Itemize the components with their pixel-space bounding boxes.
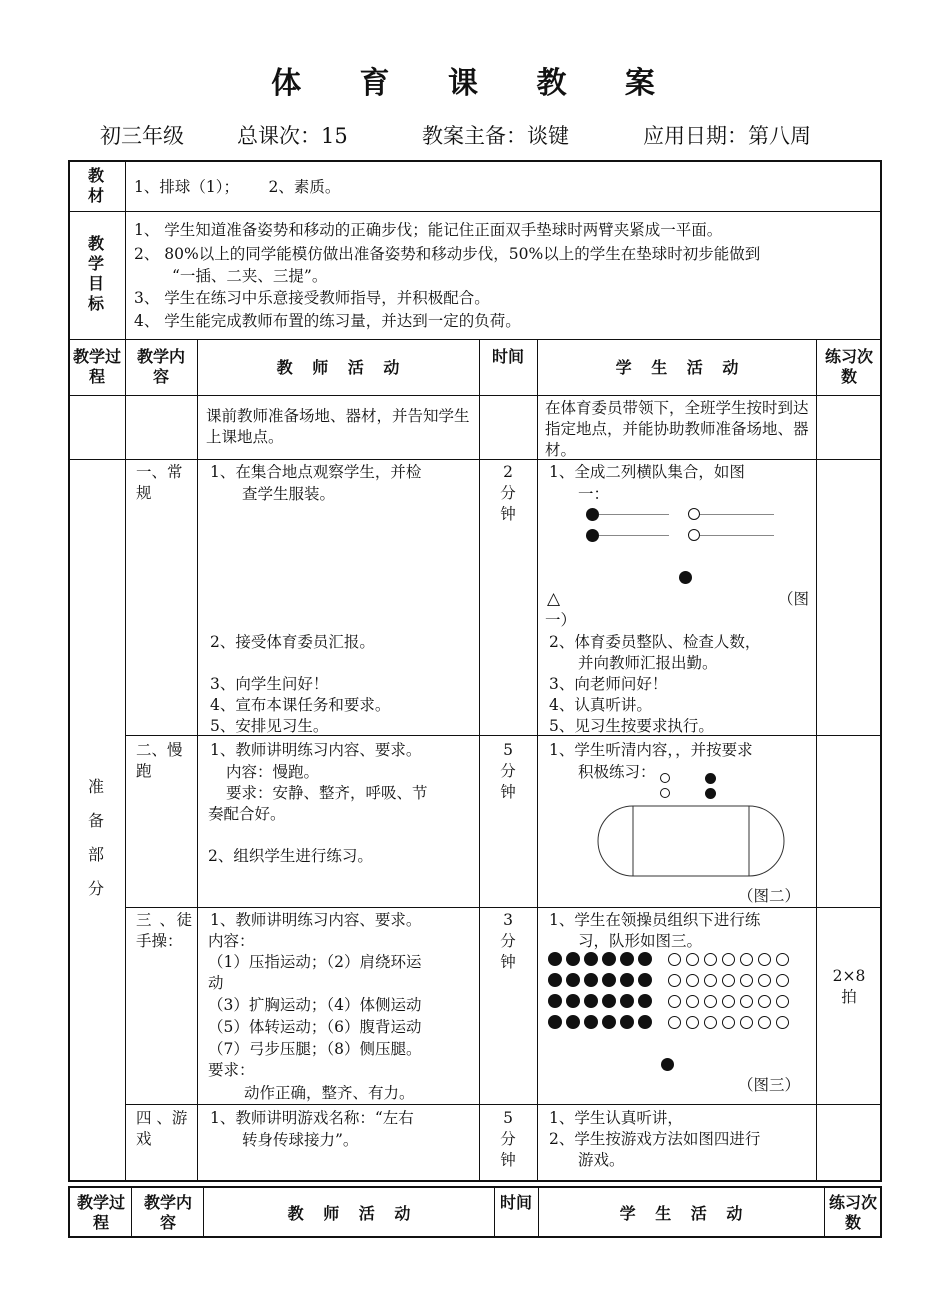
student-dot-hollow (722, 953, 735, 966)
footer-header-count: 练习次数 (828, 1193, 877, 1232)
pre-student-text: 在体育委员带领下，全班学生按时到达指定地点，并能协助教师准备场地、器材。 (545, 399, 809, 459)
r2-teacher-1: 1、教师讲明练习内容、要求。 (210, 741, 422, 759)
r3-teacher-7: （7）弓步压腿；（8）侧压腿。 (208, 1040, 422, 1058)
student-dot-hollow (740, 974, 753, 987)
student-dot-hollow (686, 974, 699, 987)
student-dot-hollow (740, 953, 753, 966)
leader-dot (661, 1058, 674, 1071)
header-count: 练习次数 (824, 347, 873, 386)
student-dot-hollow (668, 974, 681, 987)
student-dot-filled (566, 1015, 580, 1029)
footer-header-process: 教学过程 (76, 1193, 125, 1232)
student-dot-filled (548, 973, 562, 987)
student-dot-filled (584, 973, 598, 987)
footer-header-content: 教学内容 (143, 1193, 192, 1232)
student-dot-filled (584, 1015, 598, 1029)
header-process: 教学过程 (72, 347, 121, 386)
student-dot-hollow (722, 1016, 735, 1029)
header-student: 学 生 活 动 (615, 358, 739, 377)
student-dot-hollow (686, 953, 699, 966)
r2-fig-caption: （图二） (738, 887, 801, 905)
goals-label: 教学目标 (87, 234, 104, 313)
student-dot-hollow (704, 1016, 717, 1029)
student-dot-hollow (776, 974, 789, 987)
student-dot-filled (566, 994, 580, 1008)
student-dot-filled (638, 973, 652, 987)
lesson-count-text: 总课次：15 (237, 124, 348, 148)
r4-teacher-1: 1、教师讲明游戏名称：“左右 (210, 1109, 414, 1127)
r3-teacher-2: 内容： (208, 932, 255, 950)
footer-header-student: 学 生 活 动 (619, 1204, 743, 1223)
date-text: 应用日期：第八周 (643, 124, 811, 148)
r2-teacher-4: 奏配合好。 (208, 805, 286, 823)
student-dot-hollow (758, 974, 771, 987)
r2-teacher-2: 内容：慢跑。 (226, 763, 320, 781)
r3-fig-caption: （图三） (738, 1076, 801, 1094)
r1-student-1: 1、全成二列横队集合，如图 (549, 463, 745, 481)
teacher-triangle-icon: △ (547, 589, 561, 609)
student-dot-filled (638, 1015, 652, 1029)
r4-content: 四 、游戏 (136, 1109, 188, 1148)
student-dot-filled (584, 952, 598, 966)
r1-teacher-5: 5、安排见习生。 (210, 717, 329, 735)
goal-item-4: 4、 学生能完成教师布置的练习量，并达到一定的负荷。 (134, 312, 521, 330)
r3-teacher-8: 要求： (208, 1061, 255, 1079)
r2-teacher-5: 2、组织学生进行练习。 (208, 847, 373, 865)
goal-item-1: 1、 学生知道准备姿势和移动的正确步伐；能记住正面双手垫球时两臂夹紧成一平面。 (134, 221, 723, 239)
r1-student-2b: 并向教师汇报出勤。 (578, 654, 718, 672)
student-dot-filled (548, 952, 562, 966)
student-dot-hollow (740, 995, 753, 1008)
r3-teacher-9: 动作正确，整齐、有力。 (244, 1084, 415, 1102)
student-dot-filled (602, 994, 616, 1008)
student-dot-hollow (704, 974, 717, 987)
r3-teacher-3: （1）压指运动；（2）肩绕环运 (208, 953, 422, 971)
student-dot-hollow (776, 995, 789, 1008)
goal-item-2: 2、 80%以上的同学能模仿做出准备姿势和移动步伐，50%以上的学生在垫球时初步能做到 (134, 245, 761, 263)
student-dot-hollow (668, 995, 681, 1008)
student-dot-filled (620, 994, 634, 1008)
r1-student-2: 2、体育委员整队、检查人数， (549, 633, 761, 651)
r4-student-1: 1、学生认真听讲， (549, 1109, 683, 1127)
student-dot-hollow (704, 953, 717, 966)
r2-time: 5分钟 (500, 741, 516, 801)
r1-teacher-2: 2、接受体育委员汇报。 (210, 633, 375, 651)
student-dot-filled (620, 973, 634, 987)
r3-teacher-4: 动 (208, 974, 224, 992)
r3-count: 2×8拍 (832, 967, 866, 1006)
footer-header-teacher: 教 师 活 动 (287, 1204, 411, 1223)
student-dot-hollow (686, 1016, 699, 1029)
student-dot-hollow (722, 995, 735, 1008)
student-dot-filled (584, 994, 598, 1008)
header-content: 教学内容 (136, 347, 185, 386)
student-dot-filled (566, 973, 580, 987)
r1-teacher-1: 1、在集合地点观察学生，并检 (210, 463, 422, 481)
r2-content: 二、慢跑 (136, 741, 183, 780)
material-text: 1、排球（1）； 2、素质。 (134, 178, 341, 196)
student-dot-filled (638, 952, 652, 966)
student-dot-hollow (704, 995, 717, 1008)
student-dot-hollow (722, 974, 735, 987)
r1-student-3: 3、向老师问好！ (549, 675, 668, 693)
r3-student-1: 1、学生在领操员组织下进行练 (549, 911, 761, 929)
r2-student-1b: 积极练习： (578, 763, 656, 781)
r1-fig-caption-a: （图 (778, 590, 810, 608)
student-dot-hollow (758, 1016, 771, 1029)
r1-student-5: 5、见习生按要求执行。 (549, 717, 714, 735)
r1-student-4: 4、认真听讲。 (549, 696, 652, 714)
student-dot-hollow (740, 1016, 753, 1029)
student-dot-hollow (776, 1016, 789, 1029)
student-dot-filled (602, 973, 616, 987)
student-dot-filled (602, 952, 616, 966)
grade-text: 初三年级 (100, 124, 184, 148)
r3-teacher-6: （5）体转运动；（6）腹背运动 (208, 1018, 422, 1036)
author-text: 教案主备：谈键 (422, 124, 569, 148)
student-dot-filled (638, 994, 652, 1008)
r3-teacher-5: （3）扩胸运动；（4）体侧运动 (208, 996, 422, 1014)
r3-time: 3分钟 (500, 911, 516, 971)
r1-teacher-4: 4、宣布本课任务和要求。 (210, 696, 391, 714)
goal-item-3: 3、 学生在练习中乐意接受教师指导，并积极配合。 (134, 289, 490, 307)
r3-content: 三 、徒 手操： (136, 911, 192, 950)
footer-header-time: 时间 (499, 1193, 532, 1212)
student-dot-hollow (776, 953, 789, 966)
r1-fig-caption-b: 一） (545, 611, 577, 629)
r1-teacher-1b: 查学生服装。 (242, 485, 336, 503)
r2-teacher-3: 要求：安静、整齐，呼吸、节 (226, 784, 428, 802)
section-label: 准备部分 (87, 777, 104, 898)
r3-student-1b: 习，队形如图三。 (578, 932, 703, 950)
student-dot-hollow (758, 953, 771, 966)
student-dot-filled (620, 952, 634, 966)
r1-content: 一、常规 (136, 463, 183, 502)
student-dot-filled (620, 1015, 634, 1029)
student-dot-filled (548, 1015, 562, 1029)
r1-time: 2分钟 (500, 463, 516, 523)
r4-time: 5分钟 (500, 1109, 516, 1169)
student-dot-filled (548, 994, 562, 1008)
goal-item-2-cont: “一插、二夹、三提”。 (172, 267, 328, 285)
student-dot-hollow (758, 995, 771, 1008)
student-dot-filled (566, 952, 580, 966)
student-dot-hollow (668, 953, 681, 966)
header-time: 时间 (491, 347, 524, 366)
page-title: 体 育 课 教 案 (271, 66, 679, 101)
r4-student-2: 2、学生按游戏方法如图四进行 (549, 1130, 761, 1148)
r3-teacher-1: 1、教师讲明练习内容、要求。 (210, 911, 422, 929)
r1-student-1b: 一： (578, 485, 610, 503)
student-dot-filled (602, 1015, 616, 1029)
material-label: 教材 (87, 166, 104, 205)
r2-student-1: 1、学生听清内容，，并按要求 (549, 741, 753, 759)
header-teacher: 教 师 活 动 (276, 358, 400, 377)
student-dot-hollow (686, 995, 699, 1008)
pre-teacher-text: 课前教师准备场地、器材，并告知学生上课地点。 (206, 407, 470, 446)
r4-teacher-1b: 转身传球接力”。 (242, 1131, 359, 1149)
r1-teacher-3: 3、向学生问好！ (210, 675, 329, 693)
r4-student-2b: 游戏。 (578, 1151, 625, 1169)
student-dot-hollow (668, 1016, 681, 1029)
